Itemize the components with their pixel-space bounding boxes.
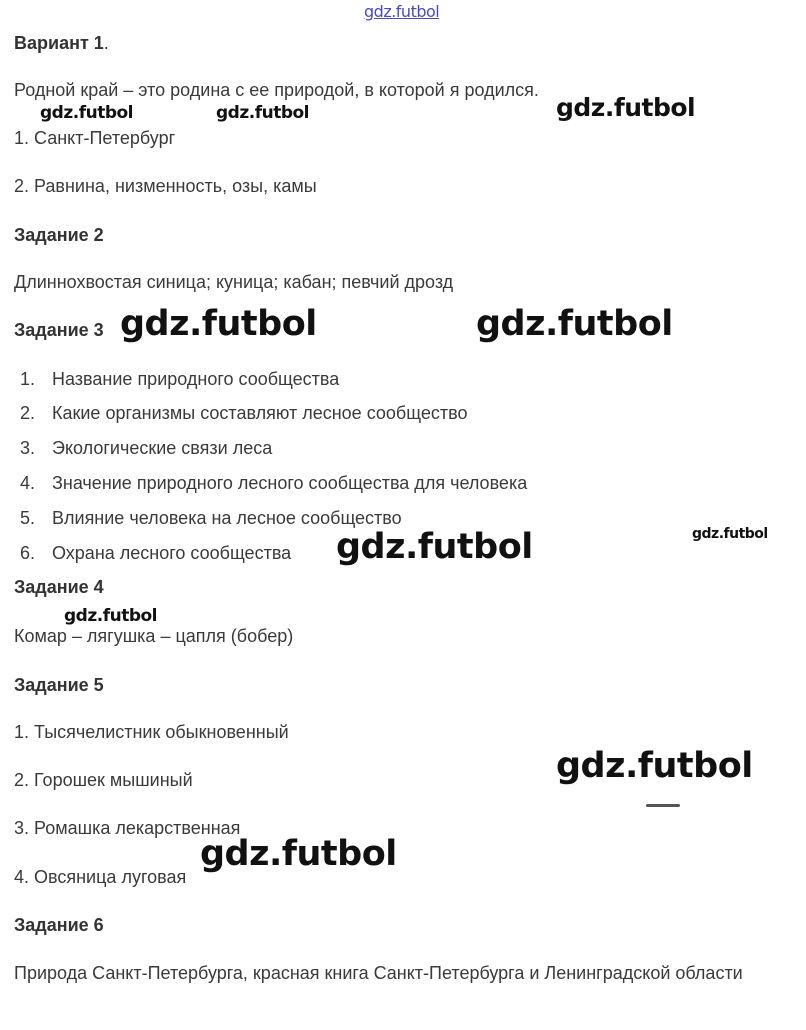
task4-heading: Задание 4	[14, 577, 104, 597]
watermark-large-3: gdz.futbol	[336, 527, 533, 567]
task3-item-3	[20, 437, 272, 459]
watermark-large-1: gdz.futbol	[120, 304, 317, 344]
intro-text: Родной край – это родина с ее природой, в которой я родился.	[14, 80, 539, 100]
task3-item-2-text: Какие организмы составляют лесное сообщество	[52, 403, 468, 423]
task5-item-3: 3. Ромашка лекарственная	[14, 818, 241, 838]
task5-heading: Задание 5	[14, 675, 104, 695]
task1-item-2: 2. Равнина, низменность, озы, камы	[14, 176, 317, 196]
watermark-top: gdz.futbol	[364, 2, 440, 21]
task4-text: Комар – лягушка – цапля (бобер)	[14, 626, 294, 646]
ink-smudge	[646, 804, 680, 807]
task3-item-4-text: Значение природного лесного сообщества для человека	[52, 473, 528, 493]
task3-item-5-num: 5.	[20, 508, 36, 528]
task3-item-1	[20, 368, 339, 390]
watermark-tiny-1: gdz.futbol	[692, 526, 768, 542]
watermark-large-4: gdz.futbol	[556, 746, 753, 786]
task5-item-1: 1. Тысячелистник обыкновенный	[14, 722, 289, 742]
task1-item-1: 1. Санкт-Петербург	[14, 128, 176, 148]
watermark-large-2: gdz.futbol	[476, 304, 673, 344]
task3-item-3-text: Экологические связи леса	[52, 438, 273, 458]
task3-item-6-num: 6.	[20, 543, 36, 563]
task3-item-2	[20, 402, 467, 424]
task3-item-4-num: 4.	[20, 473, 36, 493]
task6-heading: Задание 6	[14, 915, 104, 935]
task3-item-6	[20, 542, 291, 564]
variant-heading	[14, 32, 109, 54]
watermark-large-5: gdz.futbol	[200, 834, 397, 874]
task5-item-4: 4. Овсяница луговая	[14, 867, 187, 887]
task3-item-3-num: 3.	[20, 438, 36, 458]
task5-item-2: 2. Горошек мышиный	[14, 770, 193, 790]
task3-item-4	[20, 472, 527, 494]
task2-heading: Задание 2	[14, 225, 104, 245]
task3-item-1-text: Название природного сообщества	[52, 369, 340, 389]
task6-text: Природа Санкт-Петербурга, красная книга Санкт-Петербурга и Ленинградской области	[14, 963, 743, 983]
task3-item-5	[20, 507, 402, 529]
task3-item-5-text: Влияние человека на лесное сообщество	[52, 508, 402, 528]
task3-item-2-num: 2.	[20, 403, 36, 423]
variant-label: Вариант 1	[14, 33, 104, 53]
watermark-medium-1: gdz.futbol	[556, 93, 696, 122]
watermark-small-3: gdz.futbol	[64, 606, 157, 626]
task3-item-6-text: Охрана лесного сообщества	[52, 543, 292, 563]
watermark-small-1: gdz.futbol	[40, 103, 133, 123]
task3-heading: Задание 3	[14, 320, 104, 340]
task3-item-1-num: 1.	[20, 369, 36, 389]
watermark-small-2: gdz.futbol	[216, 103, 309, 123]
variant-suffix: .	[103, 33, 109, 53]
task2-text: Длиннохвостая синица; куница; кабан; певчий дрозд	[14, 272, 454, 292]
